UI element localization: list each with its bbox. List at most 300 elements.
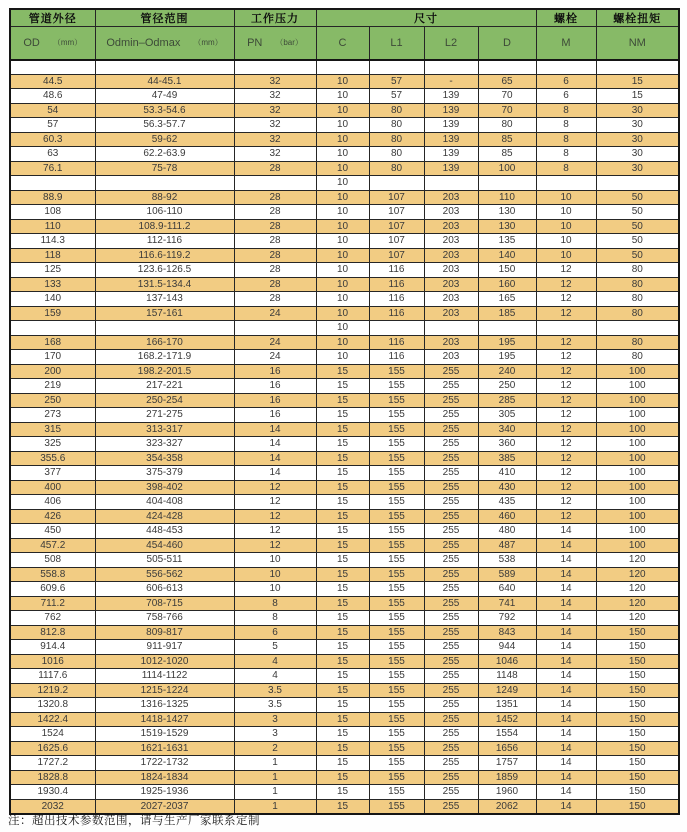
- header-dimensions: 尺寸: [316, 9, 536, 27]
- table-row: [10, 277, 679, 292]
- cell: 255: [424, 611, 478, 626]
- cell: 255: [424, 640, 478, 655]
- cell: 1828.8: [10, 770, 95, 785]
- cell: 1621-1631: [95, 741, 234, 756]
- cell: 170: [10, 350, 95, 365]
- cell: 255: [424, 625, 478, 640]
- cell: 108.9-111.2: [95, 219, 234, 234]
- table-row: [10, 567, 679, 582]
- cell: [596, 176, 679, 191]
- cell: 15: [316, 466, 369, 481]
- cell: 12: [536, 408, 596, 423]
- cell: 203: [424, 234, 478, 249]
- table-row: [10, 582, 679, 597]
- cell: 166-170: [95, 335, 234, 350]
- cell: 116.6-119.2: [95, 248, 234, 263]
- cell: 155: [369, 596, 424, 611]
- cell: 48.6: [10, 89, 95, 104]
- cell: 255: [424, 654, 478, 669]
- cell: 80: [369, 132, 424, 147]
- cell: 12: [536, 350, 596, 365]
- cell: 139: [424, 132, 478, 147]
- cell: 12: [536, 466, 596, 481]
- cell: 1625.6: [10, 741, 95, 756]
- cell: 15: [316, 640, 369, 655]
- cell: 708-715: [95, 596, 234, 611]
- cell: 10: [316, 118, 369, 133]
- cell: 15: [316, 364, 369, 379]
- table-row: [10, 161, 679, 176]
- table-row: [10, 654, 679, 669]
- cell: 10: [316, 234, 369, 249]
- cell: 255: [424, 524, 478, 539]
- cell: 10: [234, 582, 316, 597]
- table-row: [10, 306, 679, 321]
- spacer-row: [10, 321, 679, 336]
- cell: 80: [596, 350, 679, 365]
- cell: 203: [424, 219, 478, 234]
- cell: 457.2: [10, 538, 95, 553]
- table-row: [10, 683, 679, 698]
- cell: 15: [316, 756, 369, 771]
- cell: 12: [234, 524, 316, 539]
- cell: 50: [596, 234, 679, 249]
- cell: 792: [478, 611, 536, 626]
- cell: 8: [234, 596, 316, 611]
- cell: 15: [316, 785, 369, 800]
- subheader-nm: NM: [596, 27, 679, 60]
- header-group-row: [10, 9, 679, 27]
- table-row: [10, 132, 679, 147]
- cell: 150: [596, 756, 679, 771]
- cell: 741: [478, 596, 536, 611]
- cell: 255: [424, 480, 478, 495]
- cell: 430: [478, 480, 536, 495]
- cell: 255: [424, 408, 478, 423]
- cell: 28: [234, 234, 316, 249]
- cell: 6: [536, 89, 596, 104]
- table-body: [10, 60, 679, 814]
- cell: 758-766: [95, 611, 234, 626]
- cell: 10: [316, 306, 369, 321]
- cell: 116: [369, 292, 424, 307]
- cell: [424, 60, 478, 75]
- cell: 12: [234, 480, 316, 495]
- table-row: [10, 640, 679, 655]
- cell: 203: [424, 277, 478, 292]
- cell: 54: [10, 103, 95, 118]
- cell: 255: [424, 799, 478, 814]
- cell: 10: [536, 234, 596, 249]
- cell: 323-327: [95, 437, 234, 452]
- cell: 155: [369, 611, 424, 626]
- cell: 255: [424, 393, 478, 408]
- cell: [10, 321, 95, 336]
- cell: 10: [316, 190, 369, 205]
- header-pipe-od: 管道外径: [10, 9, 95, 27]
- cell: 12: [536, 277, 596, 292]
- subheader-d: D: [478, 27, 536, 60]
- cell: 911-917: [95, 640, 234, 655]
- cell: 426: [10, 509, 95, 524]
- cell: 168.2-171.9: [95, 350, 234, 365]
- cell: 168: [10, 335, 95, 350]
- cell: 155: [369, 495, 424, 510]
- cell: 354-358: [95, 451, 234, 466]
- cell: 640: [478, 582, 536, 597]
- cell: 404-408: [95, 495, 234, 510]
- cell: 14: [536, 698, 596, 713]
- cell: [424, 321, 478, 336]
- cell: 16: [234, 408, 316, 423]
- cell: 50: [596, 248, 679, 263]
- cell: 14: [536, 770, 596, 785]
- cell: 203: [424, 190, 478, 205]
- subheader-odminmax-unit: （mm）: [193, 38, 223, 48]
- cell: 24: [234, 306, 316, 321]
- cell: 80: [596, 306, 679, 321]
- cell: 14: [536, 596, 596, 611]
- cell: 6: [234, 625, 316, 640]
- cell: 15: [316, 712, 369, 727]
- cell: 150: [596, 712, 679, 727]
- cell: 100: [596, 393, 679, 408]
- cell: 556-562: [95, 567, 234, 582]
- cell: 10: [316, 219, 369, 234]
- cell: 116: [369, 350, 424, 365]
- cell: 315: [10, 422, 95, 437]
- cell: 4: [234, 654, 316, 669]
- cell: 80: [596, 263, 679, 278]
- cell: 100: [596, 364, 679, 379]
- cell: 28: [234, 263, 316, 278]
- cell: 424-428: [95, 509, 234, 524]
- cell: 80: [369, 118, 424, 133]
- cell: 10: [316, 248, 369, 263]
- cell: 57: [369, 89, 424, 104]
- table-row: [10, 190, 679, 205]
- cell: 155: [369, 654, 424, 669]
- cell: 198.2-201.5: [95, 364, 234, 379]
- table-row: [10, 103, 679, 118]
- subheader-odminmax-label: Odmin–Odmax: [106, 36, 181, 49]
- cell: 16: [234, 393, 316, 408]
- cell: 15: [316, 379, 369, 394]
- cell: 14: [536, 567, 596, 582]
- cell: 12: [536, 379, 596, 394]
- cell: 165: [478, 292, 536, 307]
- cell: 24: [234, 350, 316, 365]
- cell: 28: [234, 190, 316, 205]
- cell: 12: [536, 263, 596, 278]
- cell: 53.3-54.6: [95, 103, 234, 118]
- cell: 1320.8: [10, 698, 95, 713]
- cell: 385: [478, 451, 536, 466]
- cell: 15: [316, 408, 369, 423]
- cell: 106-110: [95, 205, 234, 220]
- cell: 100: [596, 495, 679, 510]
- cell: 15: [316, 495, 369, 510]
- cell: 15: [316, 553, 369, 568]
- cell: 8: [234, 611, 316, 626]
- cell: 10: [316, 132, 369, 147]
- cell: 203: [424, 292, 478, 307]
- cell: 28: [234, 277, 316, 292]
- cell: 12: [536, 292, 596, 307]
- cell: 57: [369, 74, 424, 89]
- cell: 10: [316, 176, 369, 191]
- cell: 255: [424, 756, 478, 771]
- cell: 5: [234, 640, 316, 655]
- subheader-od-label: OD: [23, 36, 40, 49]
- cell: [596, 321, 679, 336]
- table-row: [10, 147, 679, 162]
- cell: 255: [424, 451, 478, 466]
- cell: 155: [369, 741, 424, 756]
- cell: 155: [369, 553, 424, 568]
- cell: 14: [536, 785, 596, 800]
- cell: 1757: [478, 756, 536, 771]
- cell: 1012-1020: [95, 654, 234, 669]
- cell: 8: [536, 118, 596, 133]
- cell: 2: [234, 741, 316, 756]
- cell: 400: [10, 480, 95, 495]
- cell: 130: [478, 205, 536, 220]
- cell: 2062: [478, 799, 536, 814]
- table-row: [10, 524, 679, 539]
- cell: 110: [478, 190, 536, 205]
- cell: 100: [596, 422, 679, 437]
- cell: 812.8: [10, 625, 95, 640]
- cell: 80: [478, 118, 536, 133]
- cell: 711.2: [10, 596, 95, 611]
- cell: 454-460: [95, 538, 234, 553]
- cell: 155: [369, 785, 424, 800]
- cell: 24: [234, 335, 316, 350]
- cell: 80: [369, 147, 424, 162]
- cell: 255: [424, 437, 478, 452]
- table-row: [10, 437, 679, 452]
- cell: 80: [596, 277, 679, 292]
- cell: 200: [10, 364, 95, 379]
- cell: 28: [234, 292, 316, 307]
- cell: 6: [536, 74, 596, 89]
- cell: 80: [369, 103, 424, 118]
- cell: 460: [478, 509, 536, 524]
- cell: 340: [478, 422, 536, 437]
- cell: 155: [369, 712, 424, 727]
- cell: 1656: [478, 741, 536, 756]
- cell: 15: [316, 669, 369, 684]
- cell: 15: [316, 596, 369, 611]
- cell: 255: [424, 712, 478, 727]
- cell: 809-817: [95, 625, 234, 640]
- cell: 15: [316, 770, 369, 785]
- cell: 14: [536, 741, 596, 756]
- cell: 12: [536, 495, 596, 510]
- cell: 107: [369, 219, 424, 234]
- cell: 10: [316, 277, 369, 292]
- cell: 10: [234, 553, 316, 568]
- cell: 50: [596, 190, 679, 205]
- cell: 116: [369, 263, 424, 278]
- table-row: [10, 509, 679, 524]
- cell: 360: [478, 437, 536, 452]
- cell: 255: [424, 466, 478, 481]
- cell: 155: [369, 364, 424, 379]
- cell: 1148: [478, 669, 536, 684]
- cell: 155: [369, 422, 424, 437]
- cell: 100: [596, 480, 679, 495]
- table-row: [10, 335, 679, 350]
- table-row: [10, 234, 679, 249]
- cell: 14: [234, 451, 316, 466]
- cell: 155: [369, 538, 424, 553]
- cell: 14: [536, 625, 596, 640]
- table-row: [10, 553, 679, 568]
- cell: 410: [478, 466, 536, 481]
- cell: 15: [316, 698, 369, 713]
- cell: 139: [424, 89, 478, 104]
- cell: 398-402: [95, 480, 234, 495]
- cell: 155: [369, 669, 424, 684]
- cell: [536, 321, 596, 336]
- cell: 100: [596, 466, 679, 481]
- cell: 32: [234, 147, 316, 162]
- cell: 1519-1529: [95, 727, 234, 742]
- cell: 12: [536, 422, 596, 437]
- cell: 12: [536, 509, 596, 524]
- cell: 157-161: [95, 306, 234, 321]
- table-row: [10, 205, 679, 220]
- cell: 107: [369, 234, 424, 249]
- subheader-pn-label: PN: [247, 36, 263, 49]
- cell: [316, 60, 369, 75]
- cell: 15: [316, 741, 369, 756]
- cell: 1351: [478, 698, 536, 713]
- cell: 1722-1732: [95, 756, 234, 771]
- table-row: [10, 422, 679, 437]
- table-row: [10, 698, 679, 713]
- cell: 14: [536, 524, 596, 539]
- cell: 1117.6: [10, 669, 95, 684]
- cell: 377: [10, 466, 95, 481]
- cell: 32: [234, 74, 316, 89]
- table-row: [10, 248, 679, 263]
- cell: 508: [10, 553, 95, 568]
- subheader-od: [10, 27, 95, 60]
- table-row: [10, 292, 679, 307]
- subheader-m: M: [536, 27, 596, 60]
- cell: [478, 176, 536, 191]
- cell: 155: [369, 451, 424, 466]
- cell: 10: [316, 147, 369, 162]
- cell: 10: [316, 74, 369, 89]
- cell: 609.6: [10, 582, 95, 597]
- cell: 240: [478, 364, 536, 379]
- cell: 14: [536, 669, 596, 684]
- cell: 150: [596, 727, 679, 742]
- cell: 10: [316, 205, 369, 220]
- cell: 155: [369, 727, 424, 742]
- cell: 1418-1427: [95, 712, 234, 727]
- cell: 130: [478, 219, 536, 234]
- cell: [95, 321, 234, 336]
- cell: 120: [596, 582, 679, 597]
- cell: 30: [596, 147, 679, 162]
- cell: 203: [424, 335, 478, 350]
- cell: 10: [536, 205, 596, 220]
- cell: 70: [478, 103, 536, 118]
- cell: 12: [536, 335, 596, 350]
- cell: 255: [424, 698, 478, 713]
- table-row: [10, 756, 679, 771]
- table-row: [10, 480, 679, 495]
- cell: 155: [369, 408, 424, 423]
- cell: 1960: [478, 785, 536, 800]
- table-row: [10, 350, 679, 365]
- cell: 1: [234, 799, 316, 814]
- cell: 1219.2: [10, 683, 95, 698]
- cell: 50: [596, 219, 679, 234]
- cell: 10: [536, 190, 596, 205]
- cell: 76.1: [10, 161, 95, 176]
- cell: 10: [316, 292, 369, 307]
- cell: 14: [536, 799, 596, 814]
- table-row: [10, 263, 679, 278]
- cell: 305: [478, 408, 536, 423]
- table-row: [10, 625, 679, 640]
- table-row: [10, 393, 679, 408]
- cell: 325: [10, 437, 95, 452]
- cell: 30: [596, 132, 679, 147]
- header-bolt: 螺栓: [536, 9, 596, 27]
- cell: 255: [424, 669, 478, 684]
- cell: 10: [536, 248, 596, 263]
- cell: [369, 60, 424, 75]
- cell: 120: [596, 596, 679, 611]
- cell: 1452: [478, 712, 536, 727]
- cell: 14: [536, 727, 596, 742]
- cell: 255: [424, 538, 478, 553]
- cell: 255: [424, 727, 478, 742]
- cell: 14: [536, 640, 596, 655]
- cell: 140: [10, 292, 95, 307]
- spacer-row: [10, 176, 679, 191]
- cell: 1046: [478, 654, 536, 669]
- cell: 30: [596, 161, 679, 176]
- cell: 2032: [10, 799, 95, 814]
- cell: 155: [369, 466, 424, 481]
- cell: 14: [536, 553, 596, 568]
- cell: 28: [234, 219, 316, 234]
- cell: 150: [596, 785, 679, 800]
- cell: 1316-1325: [95, 698, 234, 713]
- cell: 150: [596, 799, 679, 814]
- cell: 14: [536, 611, 596, 626]
- cell: 1422.4: [10, 712, 95, 727]
- cell: 10: [316, 350, 369, 365]
- cell: 120: [596, 553, 679, 568]
- cell: 139: [424, 103, 478, 118]
- cell: [369, 321, 424, 336]
- cell: 12: [536, 306, 596, 321]
- cell: 255: [424, 495, 478, 510]
- cell: 14: [234, 422, 316, 437]
- cell: 15: [316, 437, 369, 452]
- cell: 1824-1834: [95, 770, 234, 785]
- cell: 285: [478, 393, 536, 408]
